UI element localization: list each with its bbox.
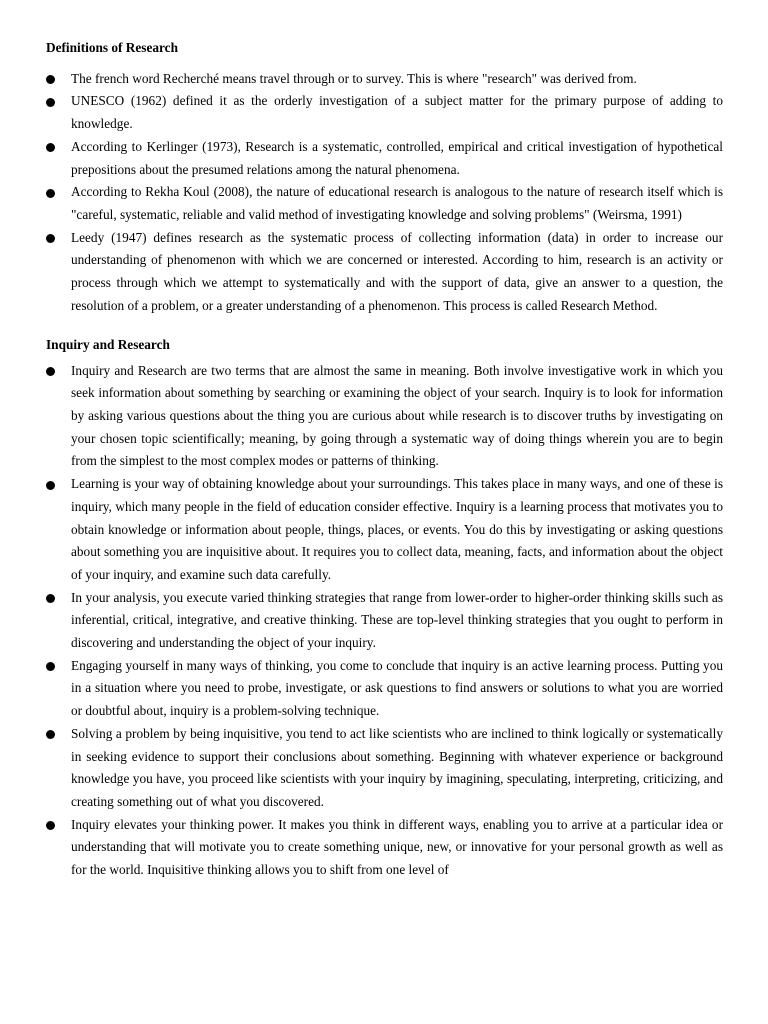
section-definitions-of-research: [46, 37, 723, 317]
bullet-list: [46, 68, 723, 318]
bullet-icon: [46, 143, 55, 152]
bullet-icon: [46, 189, 55, 198]
bullet-icon: [46, 662, 55, 671]
list-item-text: The french word Recherché means travel through or to survey. This is where "research" was derived from.: [71, 70, 637, 86]
list-item: [46, 90, 723, 135]
list-item: [46, 360, 723, 474]
bullet-icon: [46, 367, 55, 376]
list-item-text: Inquiry and Research are two terms that are almost the same in meaning. Both involve investigative work in which you seek information about something by searching or examining the object of your search. Inquiry is to look for information by asking various questions about the thing you are curious about while research is to discover truths by investigating on your chosen topic scientifically; meaning, by going through a systematic way of doing things wherein you are to begin from the simplest to the most complex modes or patterns of thinking.: [71, 362, 723, 469]
bullet-icon: [46, 481, 55, 490]
list-item-text: Inquiry elevates your thinking power. It makes you think in different ways, enabling you to arrive at a particular idea or understanding that will motivate you to create something unique, new, or innovative for your personal growth as well as for the world. Inquisitive thinking allows you to shift from one level of: [71, 816, 723, 878]
bullet-icon: [46, 730, 55, 739]
list-item: [46, 723, 723, 814]
list-item-text: Leedy (1947) defines research as the systematic process of collecting information (data) in order to increase our understanding of phenomenon with which we are concerned or interested. According to him, research is an activity or process through which we attempt to systematically and with the support of data, give an answer to a question, the resolution of a problem, or a greater understanding of a phenomenon. This process is called Research Method.: [71, 229, 723, 313]
list-item-text: In your analysis, you execute varied thinking strategies that range from lower-order to higher-order thinking skills such as inferential, critical, integrative, and creative thinking. These are top-level thinking strategies that you ought to perform in discovering and understanding the object of your inquiry.: [71, 589, 723, 651]
bullet-icon: [46, 98, 55, 107]
list-item-text: Engaging yourself in many ways of thinking, you come to conclude that inquiry is an active learning process. Putting you in a situation where you need to probe, investigate, or ask questions to find answers or solutions to what you are worried or doubtful about, inquiry is a problem-solving technique.: [71, 657, 723, 719]
list-item: [46, 655, 723, 723]
list-item: [46, 181, 723, 226]
bullet-icon: [46, 75, 55, 84]
bullet-icon: [46, 234, 55, 243]
list-item: [46, 587, 723, 655]
list-item: [46, 136, 723, 181]
list-item-text: According to Kerlinger (1973), Research is a systematic, controlled, empirical and critical investigation of hypothetical prepositions about the presumed relations among the natural phenomena.: [71, 138, 723, 177]
section-heading: Definitions of Research: [46, 40, 178, 55]
list-item-text: Learning is your way of obtaining knowledge about your surroundings. This takes place in many ways, and one of these is inquiry, which many people in the field of education consider effective. Inquiry is a learning process that motivates you to obtain knowledge or information about people, things, places, or events. You do this by investigating or asking questions about something you are inquisitive about. It requires you to collect data, meaning, facts, and information about the object of your inquiry, and examine such data carefully.: [71, 476, 723, 582]
list-item: [46, 473, 723, 587]
bullet-icon: [46, 594, 55, 603]
list-item: [46, 814, 723, 882]
bullet-icon: [46, 821, 55, 830]
section-heading: Inquiry and Research: [46, 336, 170, 352]
list-item: [46, 227, 723, 318]
list-item: [46, 68, 723, 91]
list-item-text: According to Rekha Koul (2008), the nature of educational research is analogous to the nature of research itself which is "careful, systematic, reliable and valid method of investigating knowledge and solving problems" (Weirsma, 1991): [71, 184, 723, 222]
list-item-text: Solving a problem by being inquisitive, you tend to act like scientists who are inclined to think logically or systematically in seeking evidence to support their conclusions about something. Beginning with whatever experience or background knowledge you have, you proceed like scientists with your inquiry by imagining, speculating, interpreting, criticizing, and creating something out of what you discovered.: [71, 725, 723, 809]
list-item-text: UNESCO (1962) defined it as the orderly investigation of a subject matter for the primary purpose of adding to knowledge.: [71, 93, 723, 132]
bullet-list: [46, 360, 723, 882]
document-page: [46, 37, 723, 882]
section-inquiry-and-research: [46, 334, 723, 882]
